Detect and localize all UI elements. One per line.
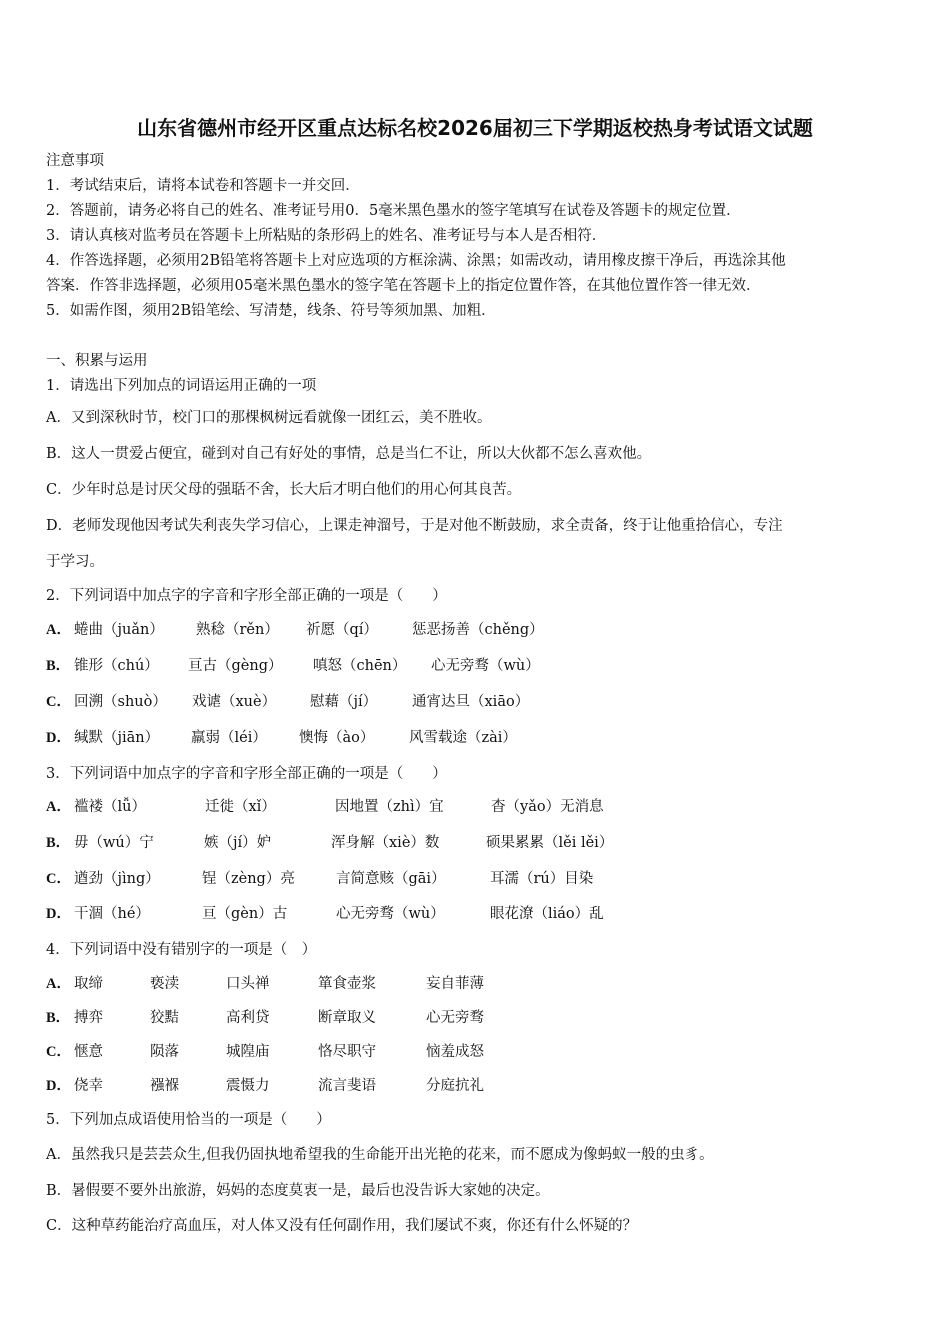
option-cell: 亵渎 — [150, 976, 179, 992]
option-cell: 慰藉（jí） — [310, 694, 378, 710]
option-cell: 祈愿（qí） — [306, 622, 378, 638]
option-row — [46, 974, 484, 994]
option-cell: 嫉（jí）妒 — [204, 835, 272, 851]
option-row — [46, 1042, 484, 1062]
option-c: C．这种草药能治疗高血压，对人体又没有任何副作用，我们屡试不爽，你还有什么怀疑的？ — [46, 1218, 638, 1234]
option-label: A． — [46, 976, 71, 992]
notice-item: 5．如需作图，须用2B铅笔绘、写清楚，线条、符号等须加黑、加粗． — [46, 303, 496, 319]
option-row — [46, 620, 544, 640]
option-cell: 风雪载途（zài） — [409, 730, 517, 746]
option-cell: 杳（yǎo）无消息 — [491, 799, 604, 815]
option-label: D． — [46, 730, 71, 746]
option-row — [46, 833, 613, 853]
option-cell: 硕果累累（lěi lěi） — [486, 835, 614, 851]
option-cell: 蜷曲（juǎn） — [74, 622, 164, 638]
option-cell: 锃（zèng）亮 — [202, 871, 295, 887]
option-cell: 妄自菲薄 — [426, 976, 484, 992]
option-cell: 断章取义 — [318, 1010, 376, 1026]
option-cell: 惬意 — [74, 1044, 103, 1060]
option-cell: 言简意赅（gāi） — [336, 871, 446, 887]
option-label: B． — [46, 835, 71, 851]
option-cell: 口头禅 — [226, 976, 270, 992]
option-cell: 干涸（hé） — [74, 906, 150, 922]
option-cell: 遒劲（jìng） — [74, 871, 160, 887]
option-d: D．老师发现他因考试失利丧失学习信心，上课走神溜号，于是对他不断鼓励，求全责备，终于让他重拾信心，专注 — [46, 518, 783, 534]
option-label: A． — [46, 622, 71, 638]
question-stem: 5．下列加点成语使用恰当的一项是（ ） — [46, 1112, 331, 1128]
option-cell: 取缔 — [74, 976, 103, 992]
option-cell: 耳濡（rú）目染 — [490, 871, 594, 887]
option-cell: 震慑力 — [226, 1078, 270, 1094]
option-cell: 因地置（zhì）宜 — [335, 799, 444, 815]
option-label: C． — [46, 1044, 71, 1060]
option-row — [46, 797, 604, 817]
notice-item: 3．请认真核对监考员在答题卡上所粘贴的条形码上的姓名、准考证号与本人是否相符． — [46, 228, 607, 244]
option-row — [46, 656, 540, 676]
option-row — [46, 728, 517, 748]
option-a: A．又到深秋时节，校门口的那棵枫树远看就像一团红云，美不胜收。 — [46, 410, 492, 426]
option-cell: 流言斐语 — [318, 1078, 376, 1094]
notice-item: 4．作答选择题，必须用2B铅笔将答题卡上对应选项的方框涂满、涂黑；如需改动，请用橡皮擦干净后，再选涂其他 — [46, 253, 786, 269]
option-cell: 回溯（shuò） — [74, 694, 167, 710]
option-label: B． — [46, 658, 71, 674]
option-cell: 分庭抗礼 — [426, 1078, 484, 1094]
option-cell: 眼花潦（liáo）乱 — [490, 906, 604, 922]
option-cell: 羸弱（léi） — [191, 730, 267, 746]
option-cell: 浑身解（xiè）数 — [331, 835, 440, 851]
option-cell: 缄默（jiān） — [74, 730, 160, 746]
option-label: C． — [46, 871, 71, 887]
option-cell: 亘（gèn）古 — [202, 906, 288, 922]
option-row — [46, 904, 604, 924]
option-cell: 迁徙（xǐ） — [205, 799, 276, 815]
option-a: A．虽然我只是芸芸众生,但我仍固执地希望我的生命能开出光艳的花来，而不愿成为像蚂蚁一般的虫豸。 — [46, 1147, 714, 1163]
option-cell: 惩恶扬善（chěng） — [412, 622, 544, 638]
option-cell: 侥幸 — [74, 1078, 103, 1094]
question-stem: 2．下列词语中加点字的字音和字形全部正确的一项是（ ） — [46, 588, 447, 604]
option-cell: 通宵达旦（xiāo） — [412, 694, 530, 710]
option-label: D． — [46, 906, 71, 922]
notice-item: 1．考试结束后，请将本试卷和答题卡一并交回． — [46, 178, 360, 194]
option-cell: 锥形（chú） — [74, 658, 159, 674]
option-row — [46, 1008, 484, 1028]
option-row — [46, 869, 593, 889]
notice-item: 2．答题前，请务必将自己的姓名、准考证号用0．5毫米黑色墨水的签字笔填写在试卷及答题卡的规定位置． — [46, 203, 741, 219]
question-stem: 3．下列词语中加点字的字音和字形全部正确的一项是（ ） — [46, 766, 447, 782]
option-c: C．少年时总是讨厌父母的强聒不舍，长大后才明白他们的用心何其良苦。 — [46, 482, 522, 498]
section-heading: 一、积累与运用 — [46, 353, 148, 369]
option-label: C． — [46, 694, 71, 710]
option-cell: 狡黠 — [150, 1010, 179, 1026]
option-d-continued: 于学习。 — [46, 554, 104, 570]
option-cell: 襁褓 — [150, 1078, 179, 1094]
option-row — [46, 692, 529, 712]
option-cell: 戏谑（xuè） — [192, 694, 277, 710]
notice-item: 答案．作答非选择题，必须用05毫米黑色墨水的签字笔在答题卡上的指定位置作答，在其他位置作答一律无效． — [46, 278, 761, 294]
notice-heading: 注意事项 — [46, 153, 104, 169]
option-cell: 心无旁骛（wù） — [431, 658, 540, 674]
option-b: B．暑假要不要外出旅游，妈妈的态度莫衷一是，最后也没告诉大家她的决定。 — [46, 1183, 550, 1199]
option-cell: 恪尽职守 — [318, 1044, 376, 1060]
question-stem: 1．请选出下列加点的词语运用正确的一项 — [46, 378, 317, 394]
option-cell: 褴褛（lǚ） — [74, 799, 146, 815]
option-cell: 懊悔（ào） — [299, 730, 375, 746]
option-cell: 高利贷 — [226, 1010, 270, 1026]
option-label: A． — [46, 799, 71, 815]
question-stem: 4．下列词语中没有错别字的一项是（ ） — [46, 942, 317, 958]
option-cell: 心无旁骛（wù） — [336, 906, 445, 922]
option-label: B． — [46, 1010, 71, 1026]
option-b: B．这人一贯爱占便宜，碰到对自己有好处的事情，总是当仁不让，所以大伙都不怎么喜欢他。 — [46, 446, 652, 462]
option-cell: 熟稔（rěn） — [196, 622, 279, 638]
option-cell: 陨落 — [150, 1044, 179, 1060]
option-cell: 毋（wú）宁 — [74, 835, 154, 851]
option-cell: 恼羞成怒 — [426, 1044, 484, 1060]
option-label: D． — [46, 1078, 71, 1094]
option-cell: 城隍庙 — [226, 1044, 270, 1060]
option-row — [46, 1076, 484, 1096]
option-cell: 嗔怒（chēn） — [313, 658, 407, 674]
option-cell: 箪食壶浆 — [318, 976, 376, 992]
option-cell: 心无旁骛 — [426, 1010, 484, 1026]
option-cell: 亘古（gèng） — [188, 658, 283, 674]
option-cell: 搏弈 — [74, 1010, 103, 1026]
page-title: 山东省德州市经开区重点达标名校2026届初三下学期返校热身考试语文试题 — [137, 116, 813, 140]
